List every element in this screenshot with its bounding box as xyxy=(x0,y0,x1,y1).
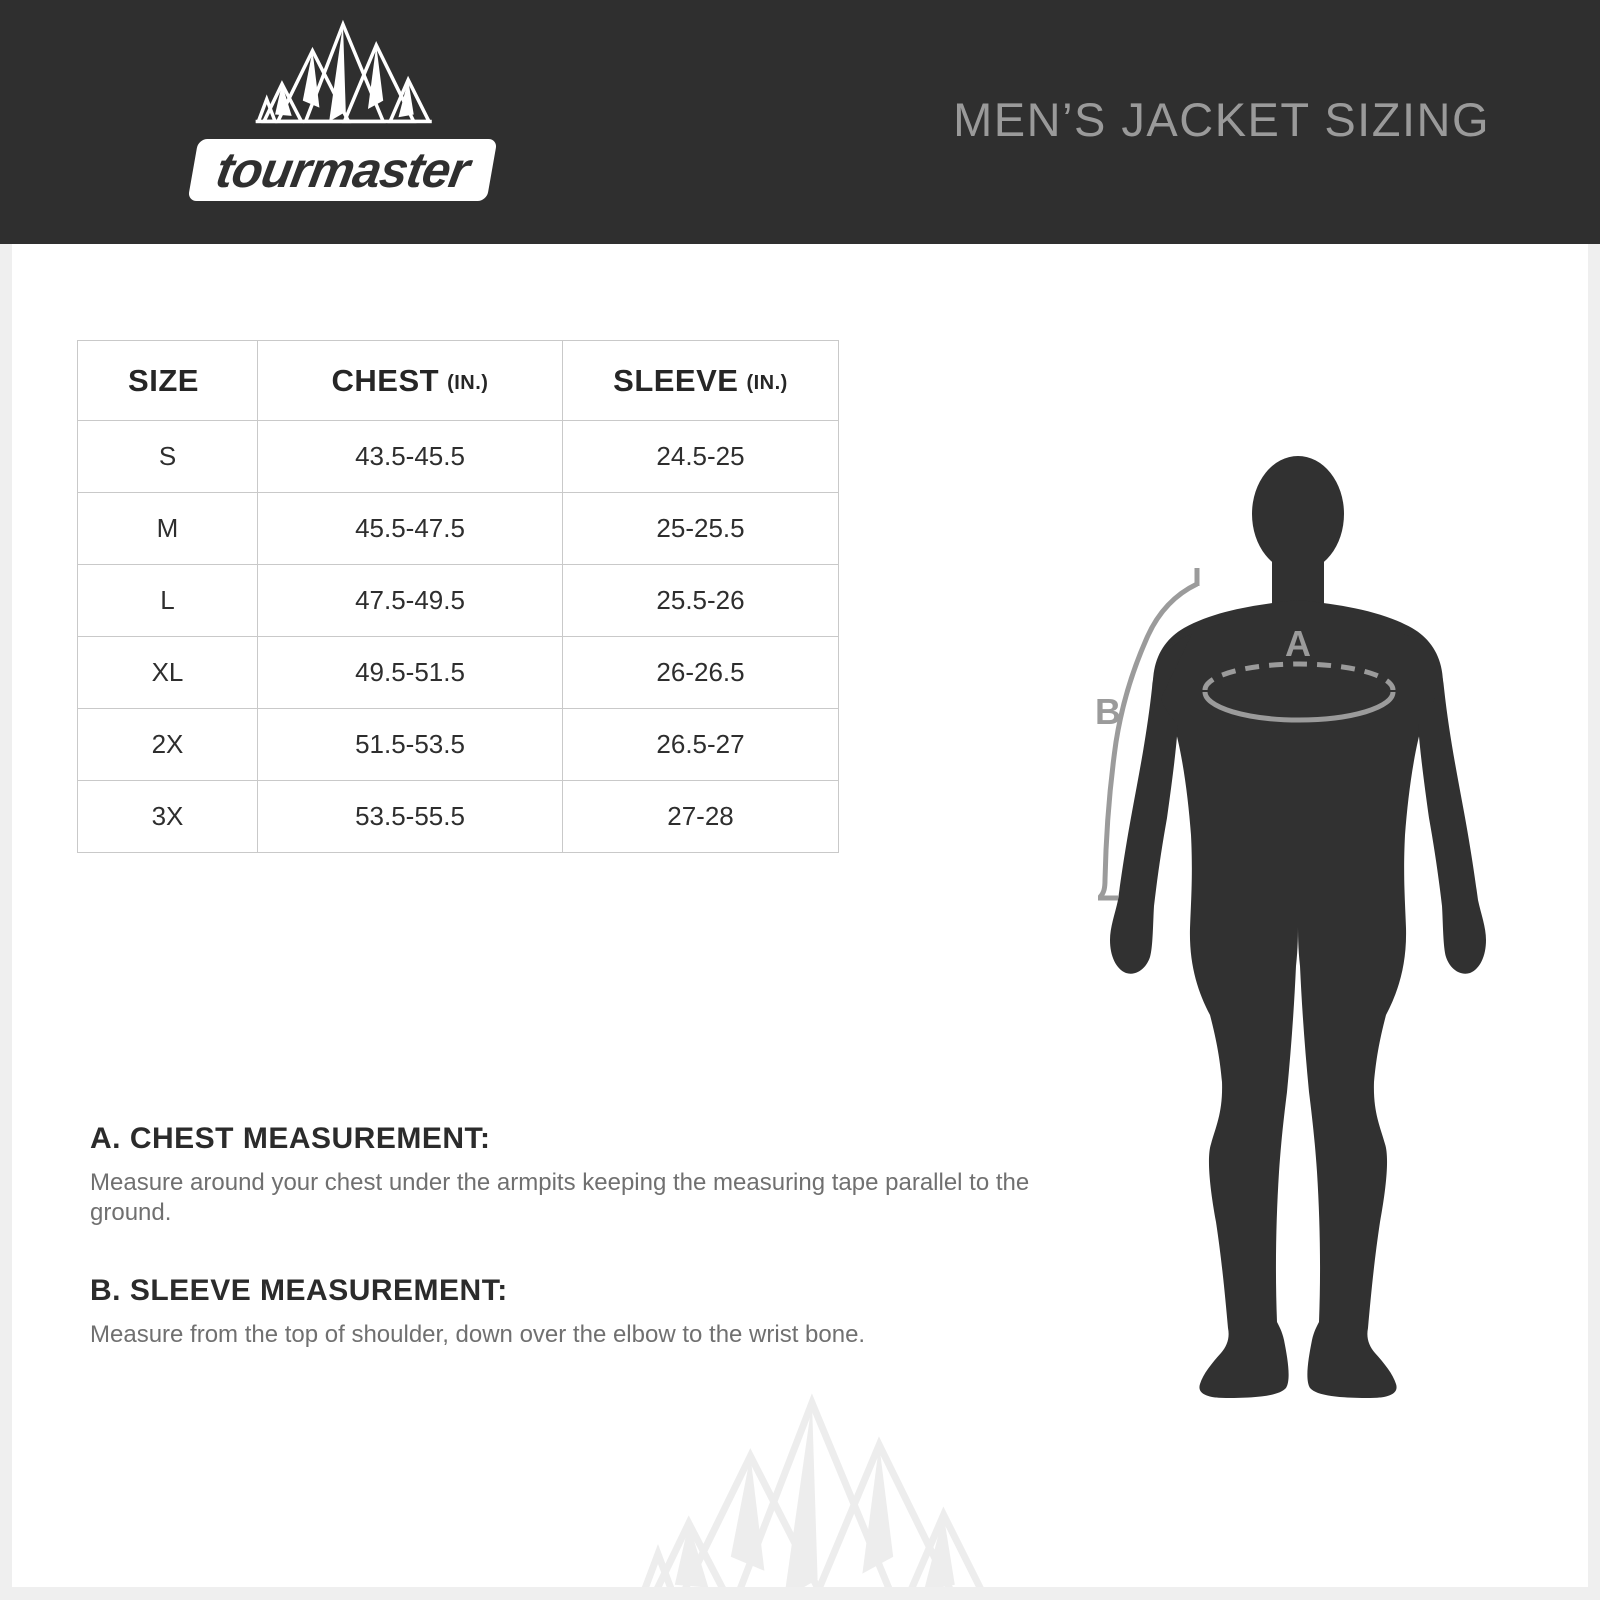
header-bar xyxy=(0,0,1600,244)
page-title: MEN’S JACKET SIZING xyxy=(953,93,1490,146)
content-area xyxy=(12,244,1588,1587)
size-cell: 3X xyxy=(78,781,258,853)
size-cell: 2X xyxy=(78,709,258,781)
sleeve-cell: 25.5-26 xyxy=(563,565,839,637)
sleeve-instruction-text: Measure from the top of shoulder, down over the elbow to the wrist bone. xyxy=(90,1321,866,1348)
chest-cell: 51.5-53.5 xyxy=(258,709,563,781)
size-cell: XL xyxy=(78,637,258,709)
chest-instruction-text: Measure around your chest under the armpits keeping the measuring tape parallel to the ground. xyxy=(90,1169,1030,1226)
mountain-logo-icon xyxy=(239,16,447,134)
sleeve-instruction-heading: B. SLEEVE MEASUREMENT: xyxy=(90,1274,508,1307)
column-header-sleeve: SLEEVE (IN.) xyxy=(563,341,839,421)
chest-cell: 53.5-55.5 xyxy=(258,781,563,853)
body-measurement-diagram xyxy=(1060,450,1500,1410)
brand-logo xyxy=(148,16,538,199)
size-cell: S xyxy=(78,421,258,493)
chest-instruction-heading: A. CHEST MEASUREMENT: xyxy=(90,1122,491,1155)
brand-wordmark-banner xyxy=(190,141,495,199)
sleeve-cell: 25-25.5 xyxy=(563,493,839,565)
label-b: B xyxy=(1095,691,1121,732)
size-cell: M xyxy=(78,493,258,565)
brand-wordmark: tourmaster xyxy=(212,142,474,198)
size-cell: L xyxy=(78,565,258,637)
chest-cell: 47.5-49.5 xyxy=(258,565,563,637)
chest-cell: 45.5-47.5 xyxy=(258,493,563,565)
mountain-watermark-icon xyxy=(602,1385,1022,1587)
sleeve-cell: 27-28 xyxy=(563,781,839,853)
label-a: A xyxy=(1285,623,1311,664)
size-table xyxy=(77,340,839,853)
sleeve-cell: 26-26.5 xyxy=(563,637,839,709)
measurement-instructions xyxy=(90,1122,1100,1396)
chest-cell: 49.5-51.5 xyxy=(258,637,563,709)
column-header-chest: CHEST (IN.) xyxy=(258,341,563,421)
chest-cell: 43.5-45.5 xyxy=(258,421,563,493)
male-body-silhouette xyxy=(1110,456,1486,1398)
sleeve-cell: 26.5-27 xyxy=(563,709,839,781)
column-header-size: SIZE xyxy=(78,341,258,421)
sleeve-cell: 24.5-25 xyxy=(563,421,839,493)
